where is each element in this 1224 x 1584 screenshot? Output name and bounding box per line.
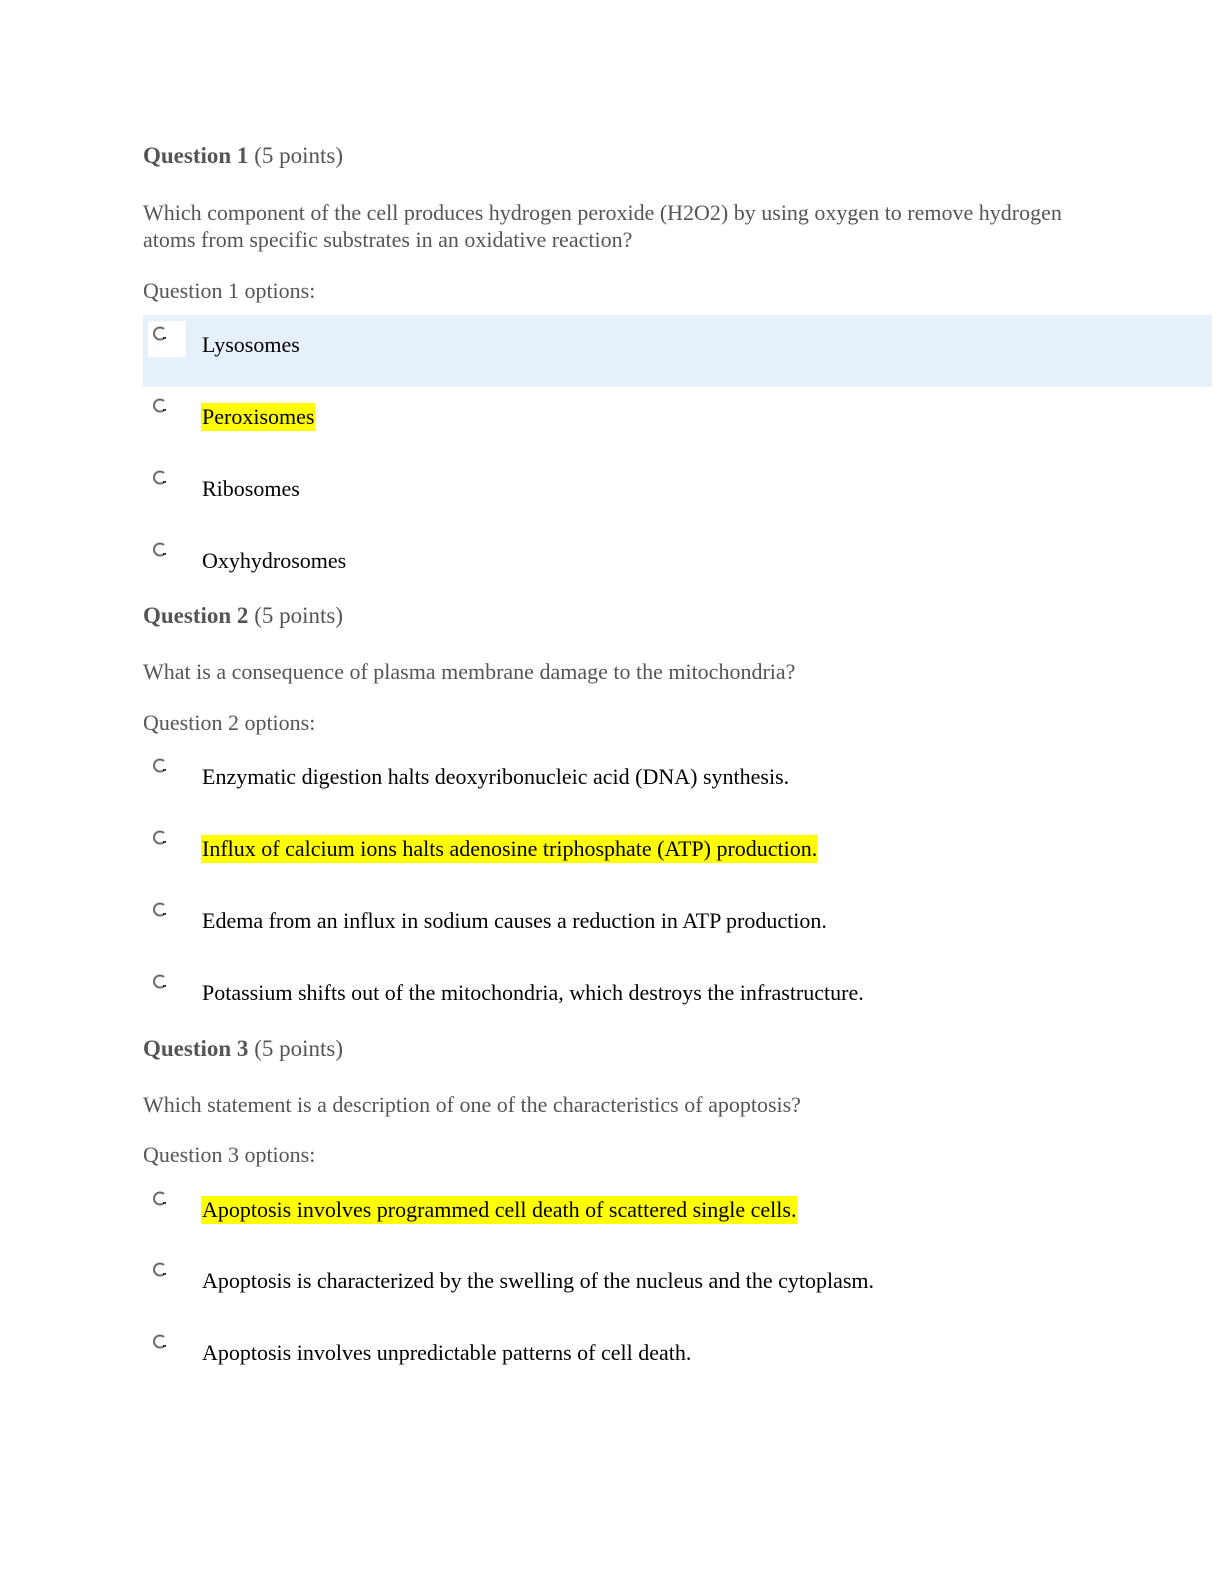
option-label: Potassium shifts out of the mitochondria, which destroys the infrastructure. <box>202 980 864 1005</box>
question-2-option-3[interactable] <box>143 891 1212 963</box>
radio-button-icon[interactable] <box>148 897 186 933</box>
radio-button-icon[interactable] <box>148 393 186 429</box>
question-1-option-1[interactable] <box>143 315 1212 387</box>
question-3-number: Question 3 <box>143 1036 249 1061</box>
question-2-number: Question 2 <box>143 603 249 628</box>
question-2-points: (5 points) <box>254 603 343 628</box>
option-label: Lysosomes <box>202 332 300 357</box>
radio-button-icon[interactable] <box>148 825 186 861</box>
question-2-options-label: Question 2 options: <box>143 710 316 735</box>
option-label: Apoptosis involves unpredictable patterns of cell death. <box>202 1340 692 1365</box>
question-1-number: Question 1 <box>143 143 249 168</box>
question-3-points: (5 points) <box>254 1036 343 1061</box>
radio-button-icon[interactable] <box>148 969 186 1005</box>
question-2-header <box>143 603 343 629</box>
question-1-option-4[interactable] <box>143 531 1212 603</box>
question-3-options-label: Question 3 options: <box>143 1142 316 1167</box>
question-2-option-4[interactable] <box>143 963 1212 1035</box>
question-1-header <box>143 143 343 169</box>
question-3-option-1[interactable] <box>143 1180 1212 1252</box>
question-3-text: Which statement is a description of one of the characteristics of apoptosis? <box>143 1092 801 1117</box>
option-label: Apoptosis is characterized by the swelling of the nucleus and the cytoplasm. <box>202 1268 875 1293</box>
radio-button-icon[interactable] <box>148 1186 186 1222</box>
radio-button-icon[interactable] <box>148 1329 186 1365</box>
radio-button-icon[interactable] <box>148 537 186 573</box>
question-2-text: What is a consequence of plasma membrane damage to the mitochondria? <box>143 659 796 684</box>
option-label: Oxyhydrosomes <box>202 548 347 573</box>
option-label: Enzymatic digestion halts deoxyribonucleic acid (DNA) synthesis. <box>202 764 790 789</box>
question-3-header <box>143 1036 343 1062</box>
radio-button-icon[interactable] <box>148 1257 186 1293</box>
option-label: Edema from an influx in sodium causes a reduction in ATP production. <box>202 908 827 933</box>
radio-button-icon[interactable] <box>148 753 186 789</box>
question-3-option-2[interactable] <box>143 1251 1212 1323</box>
option-label-highlighted: Apoptosis involves programmed cell death of scattered single cells. <box>202 1197 797 1222</box>
question-1-points: (5 points) <box>254 143 343 168</box>
question-2-option-2[interactable] <box>143 819 1212 891</box>
question-1-option-2[interactable] <box>143 387 1212 459</box>
radio-button-icon[interactable] <box>148 321 186 357</box>
question-1-text: Which component of the cell produces hydrogen peroxide (H2O2) by using oxygen to remove hydrogen atoms from specific substrates in an oxidative reaction? <box>143 200 1062 252</box>
option-label: Ribosomes <box>202 476 300 501</box>
radio-button-icon[interactable] <box>148 465 186 501</box>
question-3-option-3[interactable] <box>143 1323 1212 1395</box>
option-label-highlighted: Peroxisomes <box>202 404 315 429</box>
question-1-options-label: Question 1 options: <box>143 278 316 303</box>
question-1-option-3[interactable] <box>143 459 1212 531</box>
option-label-highlighted: Influx of calcium ions halts adenosine triphosphate (ATP) production. <box>202 836 818 861</box>
question-2-option-1[interactable] <box>143 747 1212 819</box>
